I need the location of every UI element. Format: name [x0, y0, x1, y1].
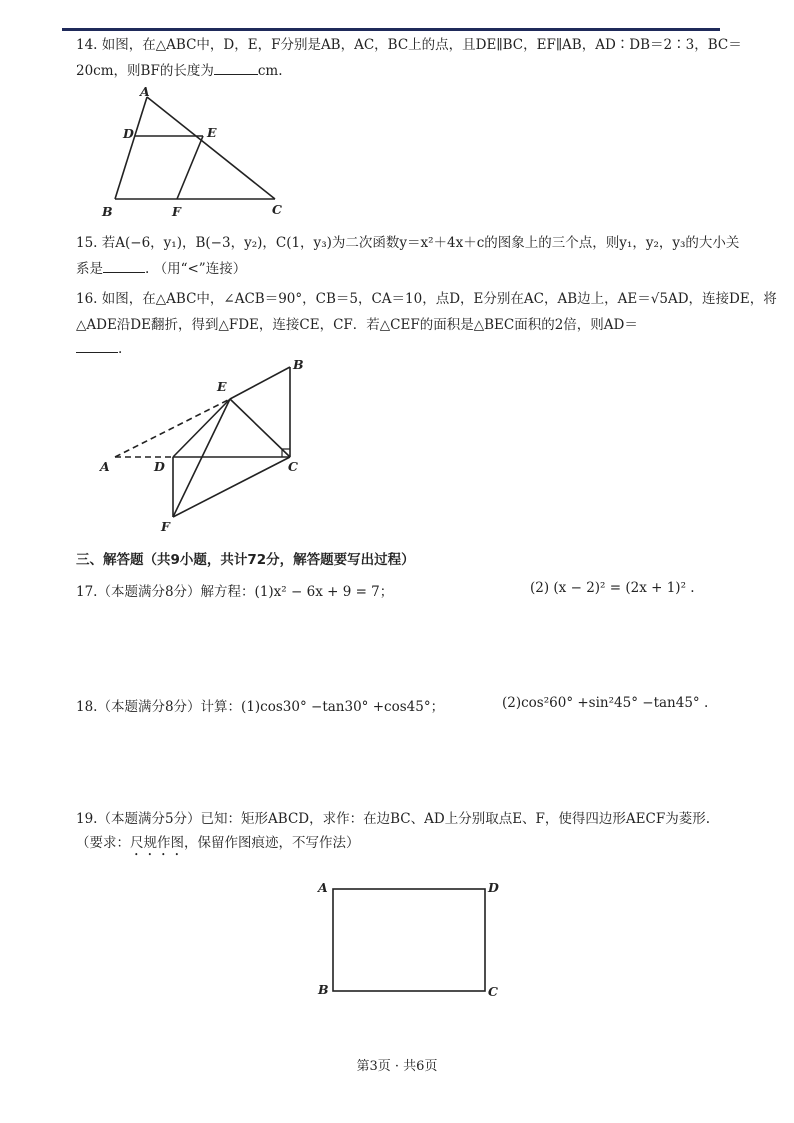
- label-b: B: [293, 357, 304, 372]
- question-15-hint: . （用“<”连接）: [145, 261, 247, 277]
- answer-blank-16[interactable]: [76, 338, 118, 353]
- question-19-req-rest: ，保留作图痕迹，不写作法）: [184, 835, 360, 851]
- question-18-part-1: 18.（本题满分8分）计算：(1)cos30° −tan30° +cos45°；: [76, 699, 445, 715]
- question-15-text: 系是: [76, 261, 103, 277]
- segment-eb: [230, 367, 290, 399]
- question-19-line-1: 19.（本题满分5分）已知：矩形ABCD，求作：在边BC、AD上分别取点E、F，使得四边形AECF为菱形.: [76, 811, 711, 827]
- segment-de: [173, 399, 230, 457]
- question-16-period: .: [118, 341, 123, 357]
- page-number: 第3页 · 共6页: [356, 1059, 438, 1074]
- question-14-line-1: 14. 如图，在△ABC中，D，E，F分别是AB，AC，BC上的点，且DE∥BC，EF∥AB，AD∶DB＝2∶3，BC＝: [76, 37, 742, 53]
- label-a: A: [318, 880, 328, 895]
- label-a: A: [100, 459, 110, 474]
- label-e: E: [217, 379, 227, 394]
- edge-ac: [147, 97, 275, 199]
- label-d: D: [488, 880, 499, 895]
- header-rule: [62, 28, 720, 31]
- figure-16-fold: [95, 355, 315, 540]
- question-19-req-open: （要求：: [76, 835, 130, 851]
- question-14-text: 20cm，则BF的长度为: [76, 63, 214, 79]
- figure-14-triangle: [90, 82, 300, 222]
- label-d: D: [154, 459, 165, 474]
- question-15-line-1: 15. 若A(−6，y₁)，B(−3，y₂)，C(1，y₃)为二次函数y＝x²＋4x＋c的图象上的三个点，则y₁，y₂，y₃的大小关: [76, 235, 740, 251]
- rectangle-abcd: [333, 889, 485, 991]
- label-c: C: [488, 984, 498, 999]
- section-3-title: 三、解答题（共9小题，共计72分，解答题要写出过程）: [76, 552, 415, 568]
- answer-blank-14[interactable]: [214, 60, 258, 75]
- label-d: D: [123, 126, 134, 141]
- edge-ab: [115, 97, 147, 199]
- question-14-line-2: [76, 58, 726, 85]
- label-a: A: [140, 84, 150, 99]
- segment-ae-dashed: [115, 399, 230, 457]
- question-16-line-2: △ADE沿DE翻折，得到△FDE，连接CE，CF．若△CEF的面积是△BEC面积的2倍，则AD＝: [76, 317, 638, 333]
- label-c: C: [288, 459, 298, 474]
- label-c: C: [272, 202, 282, 217]
- question-15-line-2: [76, 256, 726, 283]
- figure-19-rectangle: [310, 872, 510, 1002]
- question-14-unit: cm.: [257, 63, 283, 79]
- answer-blank-15[interactable]: [103, 258, 145, 273]
- question-17-part-2: (2) (x − 2)² = (2x + 1)² .: [530, 580, 695, 596]
- label-e: E: [207, 125, 217, 140]
- label-f: F: [161, 519, 170, 534]
- label-b: B: [102, 204, 113, 219]
- question-16-line-1: 16. 如图，在△ABC中，∠ACB＝90°，CB＝5，CA＝10，点D，E分别在AC，AB边上，AE＝√5AD，连接DE，将: [76, 291, 777, 307]
- segment-ec: [230, 399, 290, 457]
- question-19-line-2: [76, 830, 726, 859]
- question-17-part-1: 17.（本题满分8分）解方程：(1)x² − 6x + 9 = 7；: [76, 584, 394, 600]
- label-b: B: [318, 982, 329, 997]
- segment-ef: [177, 136, 203, 199]
- question-19-req-emphasis: 尺规作图: [130, 835, 184, 851]
- segment-fc: [173, 457, 290, 517]
- segment-fe: [173, 399, 230, 517]
- question-18-part-2: (2)cos²60° +sin²45° −tan45° .: [502, 695, 709, 711]
- label-f: F: [172, 204, 181, 219]
